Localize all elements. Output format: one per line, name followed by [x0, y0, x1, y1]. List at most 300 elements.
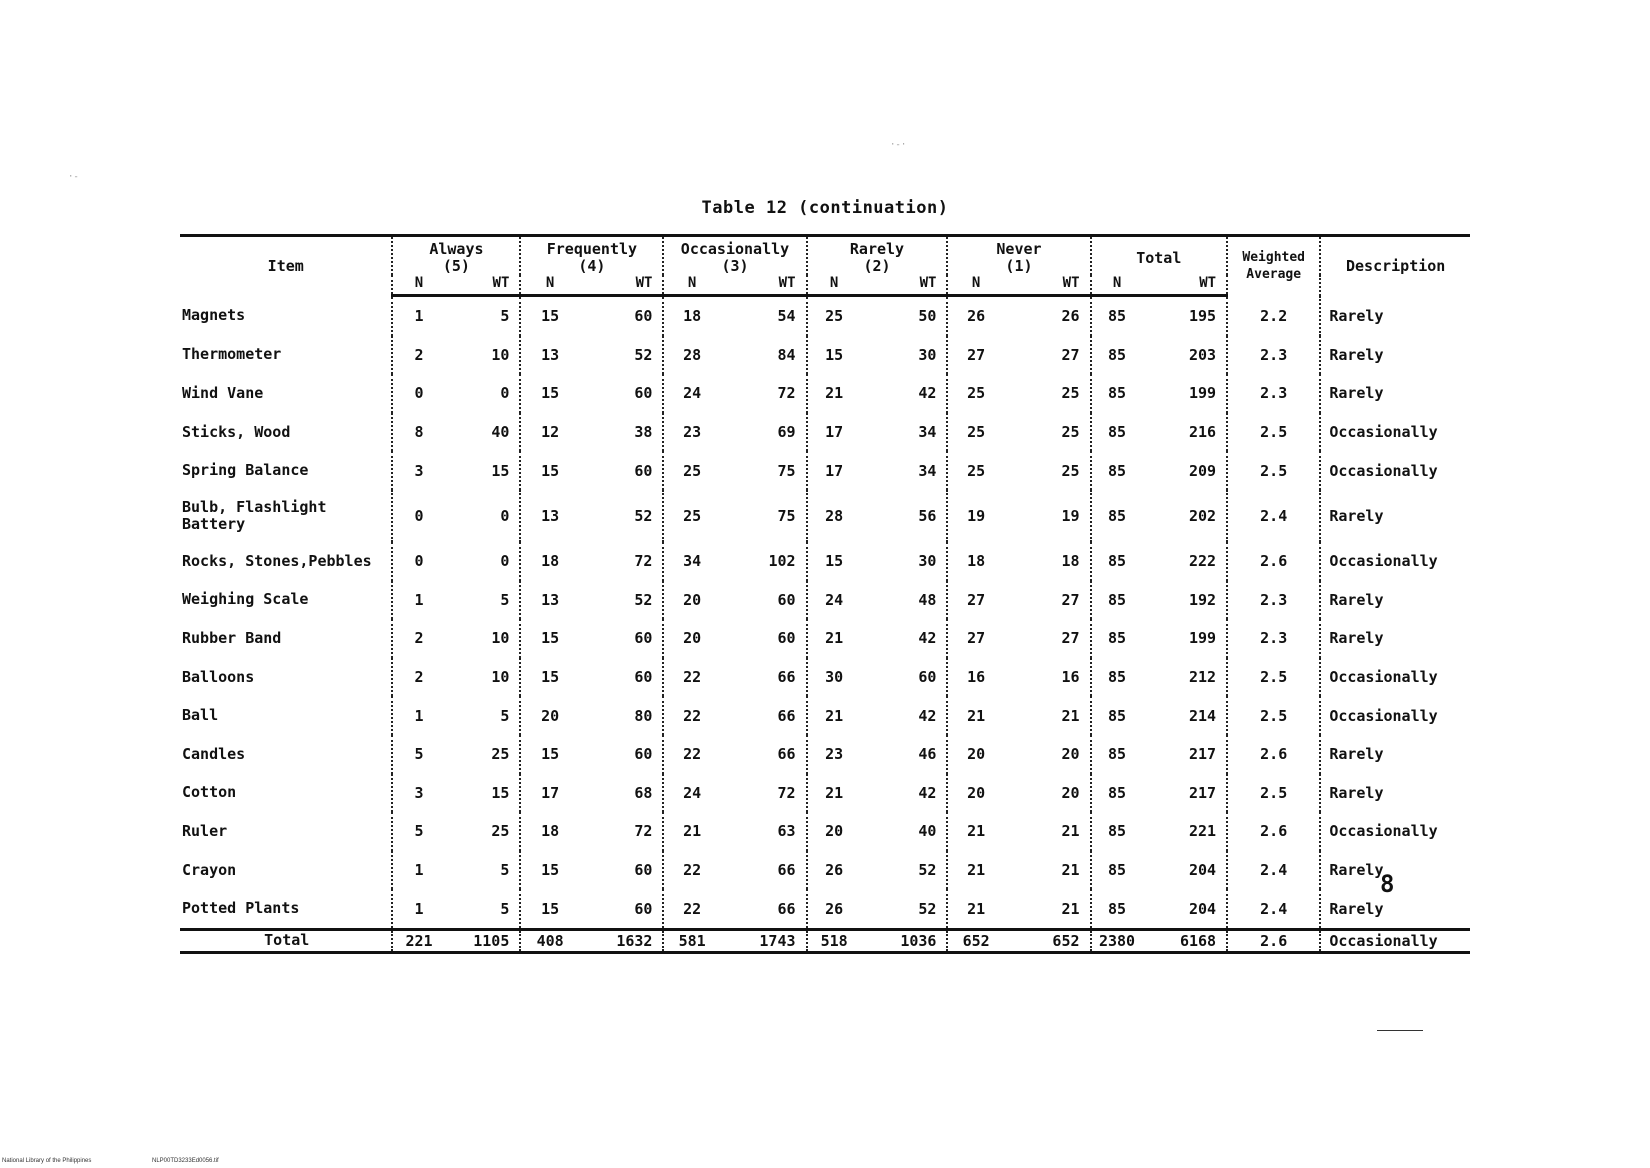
group-header-never: Never (1) [947, 236, 1090, 276]
count-cell: 34 [663, 542, 719, 581]
count-cell: 19 [947, 490, 1003, 542]
count-cell: 18 [520, 542, 579, 581]
count-cell: 25 [807, 296, 861, 336]
count-cell: 518 [807, 929, 861, 952]
weight-cell: 60 [634, 307, 653, 326]
weight-cell: 5 [500, 706, 510, 725]
weight-cell: 60 [777, 590, 796, 609]
weight-cell: 5 [500, 861, 510, 880]
count-cell: 15 [520, 735, 579, 774]
count-cell: 85 [1091, 336, 1143, 375]
weight-cell: 5 [500, 590, 510, 609]
weight-cell: 38 [634, 423, 653, 442]
count-cell: 21 [947, 812, 1003, 851]
count-cell: 85 [1091, 490, 1143, 542]
weight-cell: 27 [1061, 345, 1080, 364]
count-cell: 85 [1091, 374, 1143, 413]
weight-cell: 60 [634, 745, 653, 764]
count-cell: 26 [807, 851, 861, 890]
weight-cell: 15 [491, 783, 510, 802]
weight-cell: 15 [491, 461, 510, 480]
weight-cell: 0 [500, 552, 510, 571]
description-cell: Rarely [1320, 889, 1470, 929]
weight-cell: 66 [777, 899, 796, 918]
count-cell: 2380 [1091, 929, 1143, 952]
weight-cell: 60 [634, 861, 653, 880]
group-header-total: Total [1091, 236, 1228, 276]
weight-cell: 42 [918, 706, 937, 725]
table-row [180, 336, 1470, 375]
weight-cell: 204 [1189, 861, 1217, 880]
count-cell: 85 [1091, 851, 1143, 890]
count-cell: 0 [392, 490, 444, 542]
weighted-average-cell: 2.4 [1227, 889, 1320, 929]
count-cell: 22 [663, 889, 719, 929]
weight-cell: 209 [1189, 461, 1217, 480]
subheader-wt: WT [1004, 275, 1091, 296]
footer-library: National Library of the Philippines [2, 1158, 92, 1164]
weight-cell: 60 [634, 629, 653, 648]
count-cell: 85 [1091, 696, 1143, 735]
item-name: Balloons [182, 667, 255, 686]
table-row [180, 658, 1470, 697]
weighted-average-cell: 2.5 [1227, 696, 1320, 735]
weight-cell: 54 [777, 307, 796, 326]
count-cell: 20 [947, 774, 1003, 813]
count-cell: 13 [520, 581, 579, 620]
weighted-average-cell: 2.2 [1227, 296, 1320, 336]
weight-cell: 27 [1061, 629, 1080, 648]
item-name: Potted Plants [182, 899, 300, 918]
group-header-occasionally: Occasionally (3) [663, 236, 806, 276]
count-cell: 20 [663, 619, 719, 658]
count-cell: 1 [392, 296, 444, 336]
data-table-container [180, 234, 1470, 954]
weight-cell: 21 [1061, 822, 1080, 841]
count-cell: 408 [520, 929, 579, 952]
table-row [180, 696, 1470, 735]
weighted-average-cell: 2.6 [1227, 812, 1320, 851]
count-cell: 85 [1091, 542, 1143, 581]
count-cell: 27 [947, 619, 1003, 658]
weighted-average-cell: 2.5 [1227, 658, 1320, 697]
weight-cell: 42 [918, 629, 937, 648]
weight-cell: 1105 [445, 929, 521, 952]
description-cell: Occasionally [1320, 929, 1470, 952]
description-cell: Rarely [1320, 336, 1470, 375]
weighted-average-cell: 2.6 [1227, 542, 1320, 581]
item-name: Ball [182, 706, 219, 725]
subheader-n: N [807, 275, 861, 296]
weight-cell: 40 [918, 822, 937, 841]
weight-cell: 26 [1061, 307, 1080, 326]
subheader-wt: WT [720, 275, 807, 296]
description-cell: Occasionally [1320, 451, 1470, 490]
subheader-n: N [663, 275, 719, 296]
weight-cell: 34 [918, 461, 937, 480]
item-name: Rubber Band [182, 628, 282, 647]
count-cell: 24 [807, 581, 861, 620]
count-cell: 5 [392, 812, 444, 851]
weight-cell: 60 [777, 629, 796, 648]
group-header-frequently: Frequently (4) [520, 236, 663, 276]
weight-cell: 30 [918, 552, 937, 571]
count-cell: 85 [1091, 619, 1143, 658]
item-name: Sticks, Wood [182, 422, 291, 441]
item-name: Magnets [182, 306, 246, 325]
weight-cell: 52 [918, 861, 937, 880]
count-cell: 13 [520, 490, 579, 542]
count-cell: 221 [392, 929, 444, 952]
weight-cell: 102 [768, 552, 796, 571]
weight-cell: 21 [1061, 706, 1080, 725]
weight-cell: 214 [1189, 706, 1217, 725]
item-name: Thermometer [182, 345, 282, 364]
weight-cell: 212 [1189, 668, 1217, 687]
count-cell: 21 [807, 696, 861, 735]
table-row [180, 374, 1470, 413]
weight-cell: 25 [491, 745, 510, 764]
weight-cell: 27 [1061, 590, 1080, 609]
weight-cell: 652 [1004, 929, 1091, 952]
weight-cell: 10 [491, 345, 510, 364]
weight-cell: 68 [634, 783, 653, 802]
table-row [180, 296, 1470, 336]
weight-cell: 34 [918, 423, 937, 442]
count-cell: 18 [663, 296, 719, 336]
weight-cell: 202 [1189, 506, 1217, 525]
weight-cell: 21 [1061, 899, 1080, 918]
description-cell: Occasionally [1320, 542, 1470, 581]
weight-cell: 0 [500, 384, 510, 403]
weight-cell: 63 [777, 822, 796, 841]
table-title: Table 12 (continuation) [701, 198, 949, 218]
weight-cell: 69 [777, 423, 796, 442]
count-cell: 17 [520, 774, 579, 813]
weight-cell: 84 [777, 345, 796, 364]
item-name: Spring Balance [182, 461, 309, 480]
count-cell: 25 [663, 451, 719, 490]
count-cell: 2 [392, 336, 444, 375]
margin-rule [1377, 1030, 1423, 1031]
table-row [180, 581, 1470, 620]
total-row [180, 929, 1470, 952]
weighted-average-cell: 2.3 [1227, 619, 1320, 658]
count-cell: 21 [947, 889, 1003, 929]
weight-cell: 20 [1061, 745, 1080, 764]
weight-cell: 203 [1189, 345, 1217, 364]
weight-cell: 204 [1189, 899, 1217, 918]
weight-cell: 52 [918, 899, 937, 918]
count-cell: 85 [1091, 296, 1143, 336]
count-cell: 22 [663, 658, 719, 697]
group-header-rarely: Rarely (2) [807, 236, 948, 276]
weight-cell: 60 [634, 384, 653, 403]
count-cell: 85 [1091, 774, 1143, 813]
count-cell: 21 [947, 696, 1003, 735]
description-cell: Rarely [1320, 774, 1470, 813]
subheader-wt: WT [445, 275, 521, 296]
count-cell: 85 [1091, 413, 1143, 452]
subheader-wt: WT [1143, 275, 1228, 296]
count-cell: 24 [663, 774, 719, 813]
weighted-average-cell: 2.4 [1227, 851, 1320, 890]
count-cell: 17 [807, 413, 861, 452]
weight-cell: 10 [491, 629, 510, 648]
weight-cell: 221 [1189, 822, 1217, 841]
count-cell: 15 [520, 658, 579, 697]
count-cell: 2 [392, 619, 444, 658]
weight-cell: 1036 [861, 929, 948, 952]
count-cell: 581 [663, 929, 719, 952]
count-cell: 25 [947, 451, 1003, 490]
count-cell: 27 [947, 581, 1003, 620]
count-cell: 15 [520, 296, 579, 336]
weight-cell: 195 [1189, 307, 1217, 326]
count-cell: 652 [947, 929, 1003, 952]
subheader-wt: WT [861, 275, 948, 296]
survey-table [180, 234, 1470, 954]
count-cell: 85 [1091, 812, 1143, 851]
weight-cell: 52 [634, 506, 653, 525]
weight-cell: 42 [918, 783, 937, 802]
weight-cell: 80 [634, 706, 653, 725]
table-row [180, 889, 1470, 929]
weight-cell: 66 [777, 745, 796, 764]
weight-cell: 72 [634, 552, 653, 571]
weighted-average-cell: 2.6 [1227, 735, 1320, 774]
subheader-n: N [392, 275, 444, 296]
description-cell: Rarely [1320, 735, 1470, 774]
item-column-header: Item [180, 236, 392, 296]
count-cell: 28 [807, 490, 861, 542]
count-cell: 85 [1091, 735, 1143, 774]
weight-cell: 0 [500, 506, 510, 525]
weight-cell: 25 [1061, 384, 1080, 403]
weighted-average-cell: 2.6 [1227, 929, 1320, 952]
weight-cell: 60 [634, 668, 653, 687]
weight-cell: 48 [918, 590, 937, 609]
table-row [180, 490, 1470, 542]
count-cell: 22 [663, 851, 719, 890]
table-row [180, 735, 1470, 774]
weight-cell: 1632 [579, 929, 664, 952]
margin-mark: 8 [1380, 870, 1395, 898]
weight-cell: 30 [918, 345, 937, 364]
weight-cell: 25 [1061, 423, 1080, 442]
weighted-average-cell: 2.5 [1227, 451, 1320, 490]
count-cell: 25 [947, 374, 1003, 413]
subheader-wt: WT [579, 275, 664, 296]
subheader-n: N [947, 275, 1003, 296]
count-cell: 15 [807, 336, 861, 375]
scan-speck: ·- [68, 172, 79, 182]
description-cell: Rarely [1320, 490, 1470, 542]
weight-cell: 72 [634, 822, 653, 841]
item-name: Weighing Scale [182, 590, 309, 609]
weighted-average-cell: 2.5 [1227, 413, 1320, 452]
count-cell: 22 [663, 696, 719, 735]
footer-file-code: NLP00TD3233Ed0056.tif [152, 1158, 219, 1164]
count-cell: 15 [520, 619, 579, 658]
weight-cell: 10 [491, 668, 510, 687]
weight-cell: 60 [634, 461, 653, 480]
scan-speck: ·-· [890, 140, 907, 150]
weight-cell: 50 [918, 307, 937, 326]
weighted-average-header: Weighted Average [1227, 236, 1320, 296]
table-row [180, 774, 1470, 813]
description-cell: Rarely [1320, 851, 1470, 890]
count-cell: 85 [1091, 451, 1143, 490]
weight-cell: 5 [500, 899, 510, 918]
weight-cell: 60 [918, 668, 937, 687]
subheader-n: N [520, 275, 579, 296]
count-cell: 0 [392, 542, 444, 581]
weight-cell: 52 [634, 345, 653, 364]
weight-cell: 75 [777, 461, 796, 480]
count-cell: 27 [947, 336, 1003, 375]
weight-cell: 56 [918, 506, 937, 525]
count-cell: 3 [392, 774, 444, 813]
group-header-always: Always (5) [392, 236, 520, 276]
count-cell: 12 [520, 413, 579, 452]
count-cell: 26 [947, 296, 1003, 336]
weight-cell: 75 [777, 506, 796, 525]
weight-cell: 21 [1061, 861, 1080, 880]
count-cell: 85 [1091, 581, 1143, 620]
weight-cell: 66 [777, 668, 796, 687]
count-cell: 13 [520, 336, 579, 375]
count-cell: 20 [663, 581, 719, 620]
description-cell: Occasionally [1320, 812, 1470, 851]
weight-cell: 46 [918, 745, 937, 764]
weight-cell: 199 [1189, 384, 1217, 403]
count-cell: 17 [807, 451, 861, 490]
count-cell: 15 [520, 374, 579, 413]
count-cell: 15 [520, 451, 579, 490]
count-cell: 1 [392, 696, 444, 735]
count-cell: 21 [807, 774, 861, 813]
description-header: Description [1320, 236, 1470, 296]
count-cell: 23 [807, 735, 861, 774]
count-cell: 1 [392, 581, 444, 620]
table-row [180, 413, 1470, 452]
count-cell: 25 [663, 490, 719, 542]
weight-cell: 66 [777, 706, 796, 725]
weighted-average-cell: 2.3 [1227, 336, 1320, 375]
weight-cell: 16 [1061, 668, 1080, 687]
weight-cell: 72 [777, 384, 796, 403]
weight-cell: 20 [1061, 783, 1080, 802]
count-cell: 21 [807, 619, 861, 658]
count-cell: 28 [663, 336, 719, 375]
item-name: Crayon [182, 860, 237, 879]
table-row [180, 619, 1470, 658]
count-cell: 20 [807, 812, 861, 851]
item-name: Candles [182, 744, 246, 763]
count-cell: 30 [807, 658, 861, 697]
count-cell: 0 [392, 374, 444, 413]
count-cell: 15 [807, 542, 861, 581]
count-cell: 15 [520, 851, 579, 890]
item-name: Bulb, Flashlight Battery [182, 497, 327, 533]
weight-cell: 52 [634, 590, 653, 609]
count-cell: 25 [947, 413, 1003, 452]
count-cell: 1 [392, 851, 444, 890]
count-cell: 16 [947, 658, 1003, 697]
count-cell: 21 [947, 851, 1003, 890]
description-cell: Rarely [1320, 581, 1470, 620]
count-cell: 2 [392, 658, 444, 697]
weighted-average-cell: 2.4 [1227, 490, 1320, 542]
count-cell: 5 [392, 735, 444, 774]
weighted-average-cell: 2.5 [1227, 774, 1320, 813]
count-cell: 8 [392, 413, 444, 452]
table-row [180, 812, 1470, 851]
count-cell: 26 [807, 889, 861, 929]
weighted-average-cell: 2.3 [1227, 374, 1320, 413]
weight-cell: 1743 [720, 929, 807, 952]
weight-cell: 18 [1061, 552, 1080, 571]
count-cell: 21 [663, 812, 719, 851]
count-cell: 85 [1091, 889, 1143, 929]
count-cell: 1 [392, 889, 444, 929]
item-name: Total [180, 929, 392, 952]
count-cell: 20 [520, 696, 579, 735]
weight-cell: 192 [1189, 590, 1217, 609]
weight-cell: 72 [777, 783, 796, 802]
description-cell: Occasionally [1320, 658, 1470, 697]
count-cell: 22 [663, 735, 719, 774]
subheader-n: N [1091, 275, 1143, 296]
table-row [180, 451, 1470, 490]
weight-cell: 66 [777, 861, 796, 880]
weighted-average-cell: 2.3 [1227, 581, 1320, 620]
description-cell: Rarely [1320, 619, 1470, 658]
weight-cell: 217 [1189, 783, 1217, 802]
description-cell: Occasionally [1320, 413, 1470, 452]
weight-cell: 199 [1189, 629, 1217, 648]
count-cell: 15 [520, 889, 579, 929]
description-cell: Occasionally [1320, 696, 1470, 735]
weight-cell: 25 [491, 822, 510, 841]
count-cell: 18 [520, 812, 579, 851]
item-name: Ruler [182, 821, 228, 840]
item-name: Wind Vane [182, 383, 264, 402]
table-row [180, 851, 1470, 890]
table-row [180, 542, 1470, 581]
count-cell: 18 [947, 542, 1003, 581]
weight-cell: 216 [1189, 423, 1217, 442]
weight-cell: 40 [491, 423, 510, 442]
item-name: Cotton [182, 783, 237, 802]
item-name: Rocks, Stones,Pebbles [182, 551, 372, 570]
count-cell: 23 [663, 413, 719, 452]
description-cell: Rarely [1320, 296, 1470, 336]
weight-cell: 19 [1061, 506, 1080, 525]
weight-cell: 222 [1189, 552, 1217, 571]
description-cell: Rarely [1320, 374, 1470, 413]
count-cell: 3 [392, 451, 444, 490]
weight-cell: 6168 [1143, 929, 1228, 952]
weight-cell: 217 [1189, 745, 1217, 764]
weight-cell: 25 [1061, 461, 1080, 480]
count-cell: 20 [947, 735, 1003, 774]
count-cell: 21 [807, 374, 861, 413]
count-cell: 85 [1091, 658, 1143, 697]
count-cell: 24 [663, 374, 719, 413]
weight-cell: 42 [918, 384, 937, 403]
